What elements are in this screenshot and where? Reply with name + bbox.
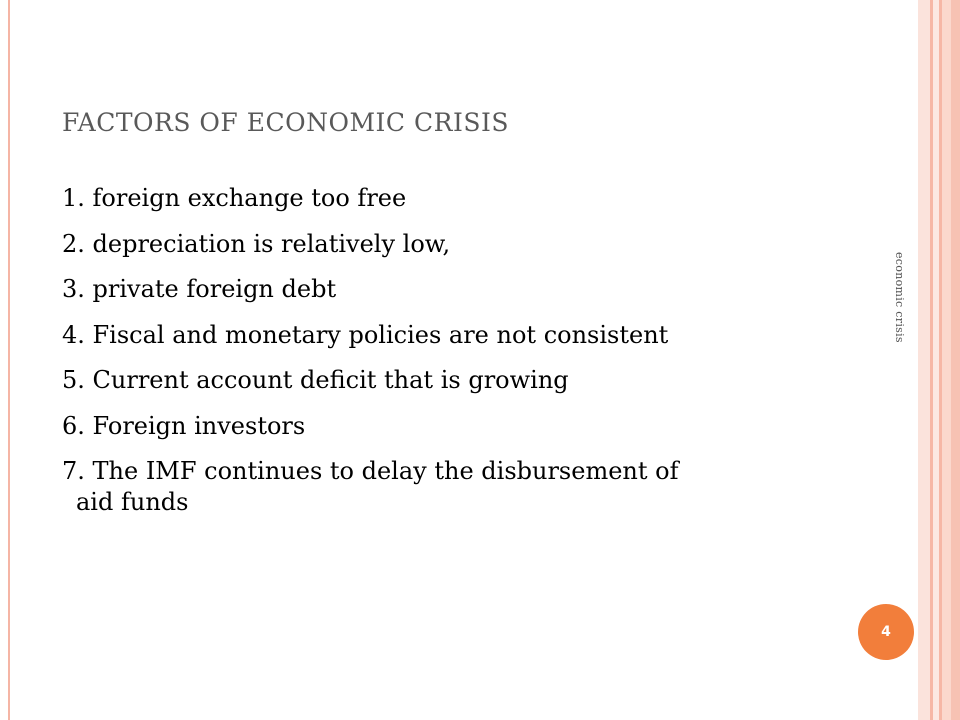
left-border-line	[8, 0, 10, 720]
right-decorative-stripe	[918, 0, 930, 720]
slide-title: FACTORS OF ECONOMIC CRISIS	[62, 108, 509, 137]
side-label: economic crisis	[893, 252, 906, 343]
list-item: 4. Fiscal and monetary policies are not consistent	[62, 320, 669, 349]
list-item: 2. depreciation is relatively low,	[62, 229, 451, 258]
right-decorative-stripe	[951, 0, 960, 720]
list-item: 5. Current account deficit that is growing	[62, 366, 569, 394]
list-item: 3. private foreign debt	[62, 275, 337, 303]
factor-list	[62, 176, 832, 518]
right-decorative-stripe	[942, 0, 951, 720]
list-item: 6. Foreign investors	[62, 411, 306, 440]
page-number-badge	[858, 604, 914, 660]
list-item-text: 7. The IMF continues to delay the disbursement of	[62, 457, 679, 485]
list-item: 1. foreign exchange too free	[62, 184, 407, 212]
list-item-continuation: aid funds	[76, 488, 189, 516]
list-item	[62, 449, 832, 518]
page-number: 4	[881, 624, 891, 640]
